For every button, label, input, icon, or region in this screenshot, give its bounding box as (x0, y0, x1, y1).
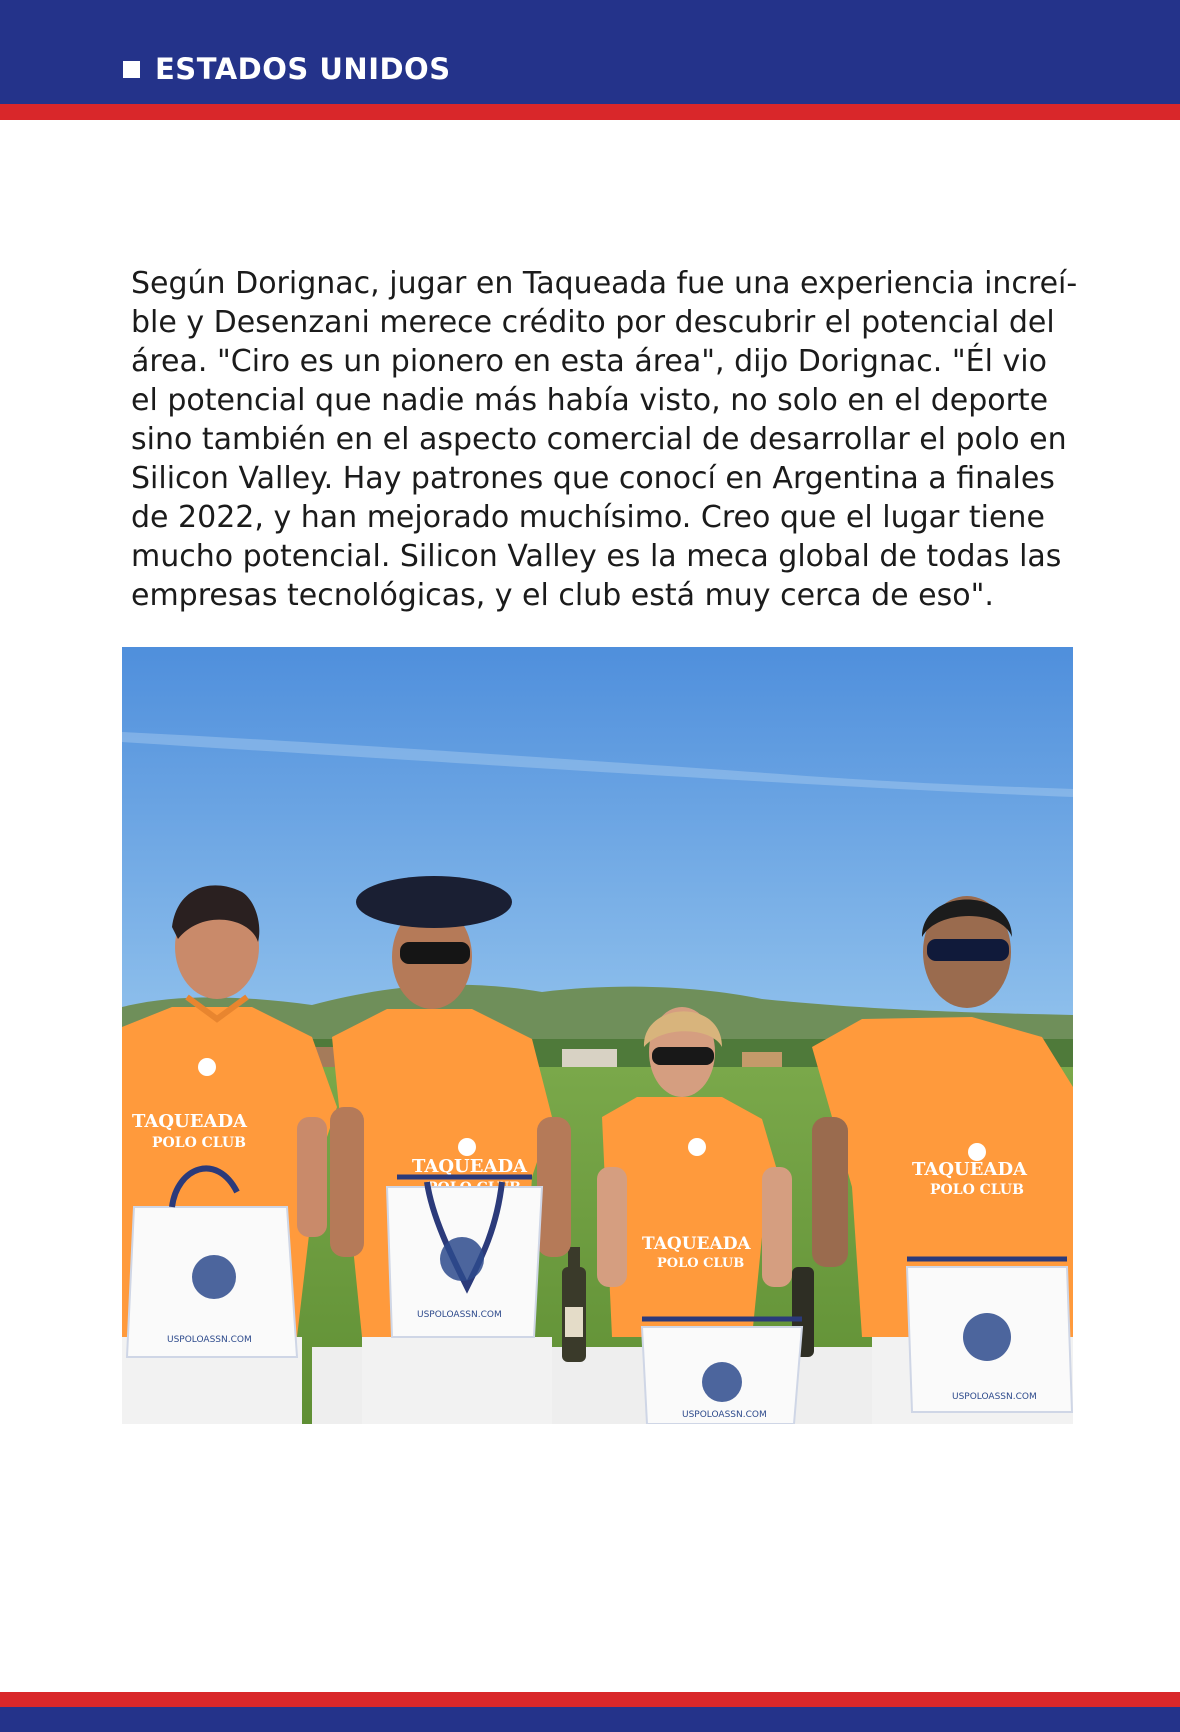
gift-bag-4 (907, 1259, 1072, 1412)
svg-text:TAQUEADA: TAQUEADA (132, 1111, 248, 1132)
article-line: de 2022, y han mejorado muchísimo. Creo que el lugar tiene (131, 500, 1045, 535)
article-line: Según Dorignac, jugar en Taqueada fue una experiencia increí- (131, 266, 1078, 301)
svg-text:USPOLOASSN.COM: USPOLOASSN.COM (417, 1310, 502, 1320)
gift-bag-3 (642, 1319, 802, 1424)
article-line: sino también en el aspecto comercial de desarrollar el polo en (131, 422, 1067, 457)
svg-text:POLO CLUB: POLO CLUB (152, 1135, 246, 1151)
footer-band (0, 1707, 1180, 1732)
article-line: el potencial que nadie más había visto, no solo en el deporte (131, 383, 1049, 418)
article-paragraph (131, 264, 1091, 615)
svg-text:TAQUEADA: TAQUEADA (412, 1156, 528, 1177)
section-marker-square (123, 61, 140, 78)
article-line: mucho potencial. Silicon Valley es la meca global de todas las (131, 539, 1062, 574)
article-line: empresas tecnológicas, y el club está muy cerca de eso". (131, 578, 994, 613)
article-line: ble y Desenzani merece crédito por descubrir el potencial del (131, 305, 1055, 340)
header-red-stripe (0, 104, 1180, 120)
svg-text:TAQUEADA: TAQUEADA (912, 1159, 1028, 1180)
wine-bottle-neck (568, 1247, 580, 1272)
article-line: área. "Ciro es un pionero en esta área", dijo Dorignac. "Él vio (131, 344, 1047, 379)
section-title: ESTADOS UNIDOS (155, 52, 451, 86)
svg-text:USPOLOASSN.COM: USPOLOASSN.COM (952, 1392, 1037, 1402)
team-photo-illustration (122, 647, 1073, 1424)
footer-red-stripe (0, 1692, 1180, 1707)
svg-text:USPOLOASSN.COM: USPOLOASSN.COM (682, 1410, 767, 1420)
wine-label (565, 1307, 583, 1337)
team-photo (122, 647, 1073, 1424)
gift-bag-2 (387, 1177, 542, 1337)
svg-text:POLO CLUB: POLO CLUB (930, 1182, 1024, 1198)
svg-text:TAQUEADA: TAQUEADA (642, 1234, 751, 1254)
article-line: Silicon Valley. Hay patrones que conocí en Argentina a finales (131, 461, 1055, 496)
svg-text:USPOLOASSN.COM: USPOLOASSN.COM (167, 1335, 252, 1345)
svg-text:POLO CLUB: POLO CLUB (657, 1256, 745, 1271)
